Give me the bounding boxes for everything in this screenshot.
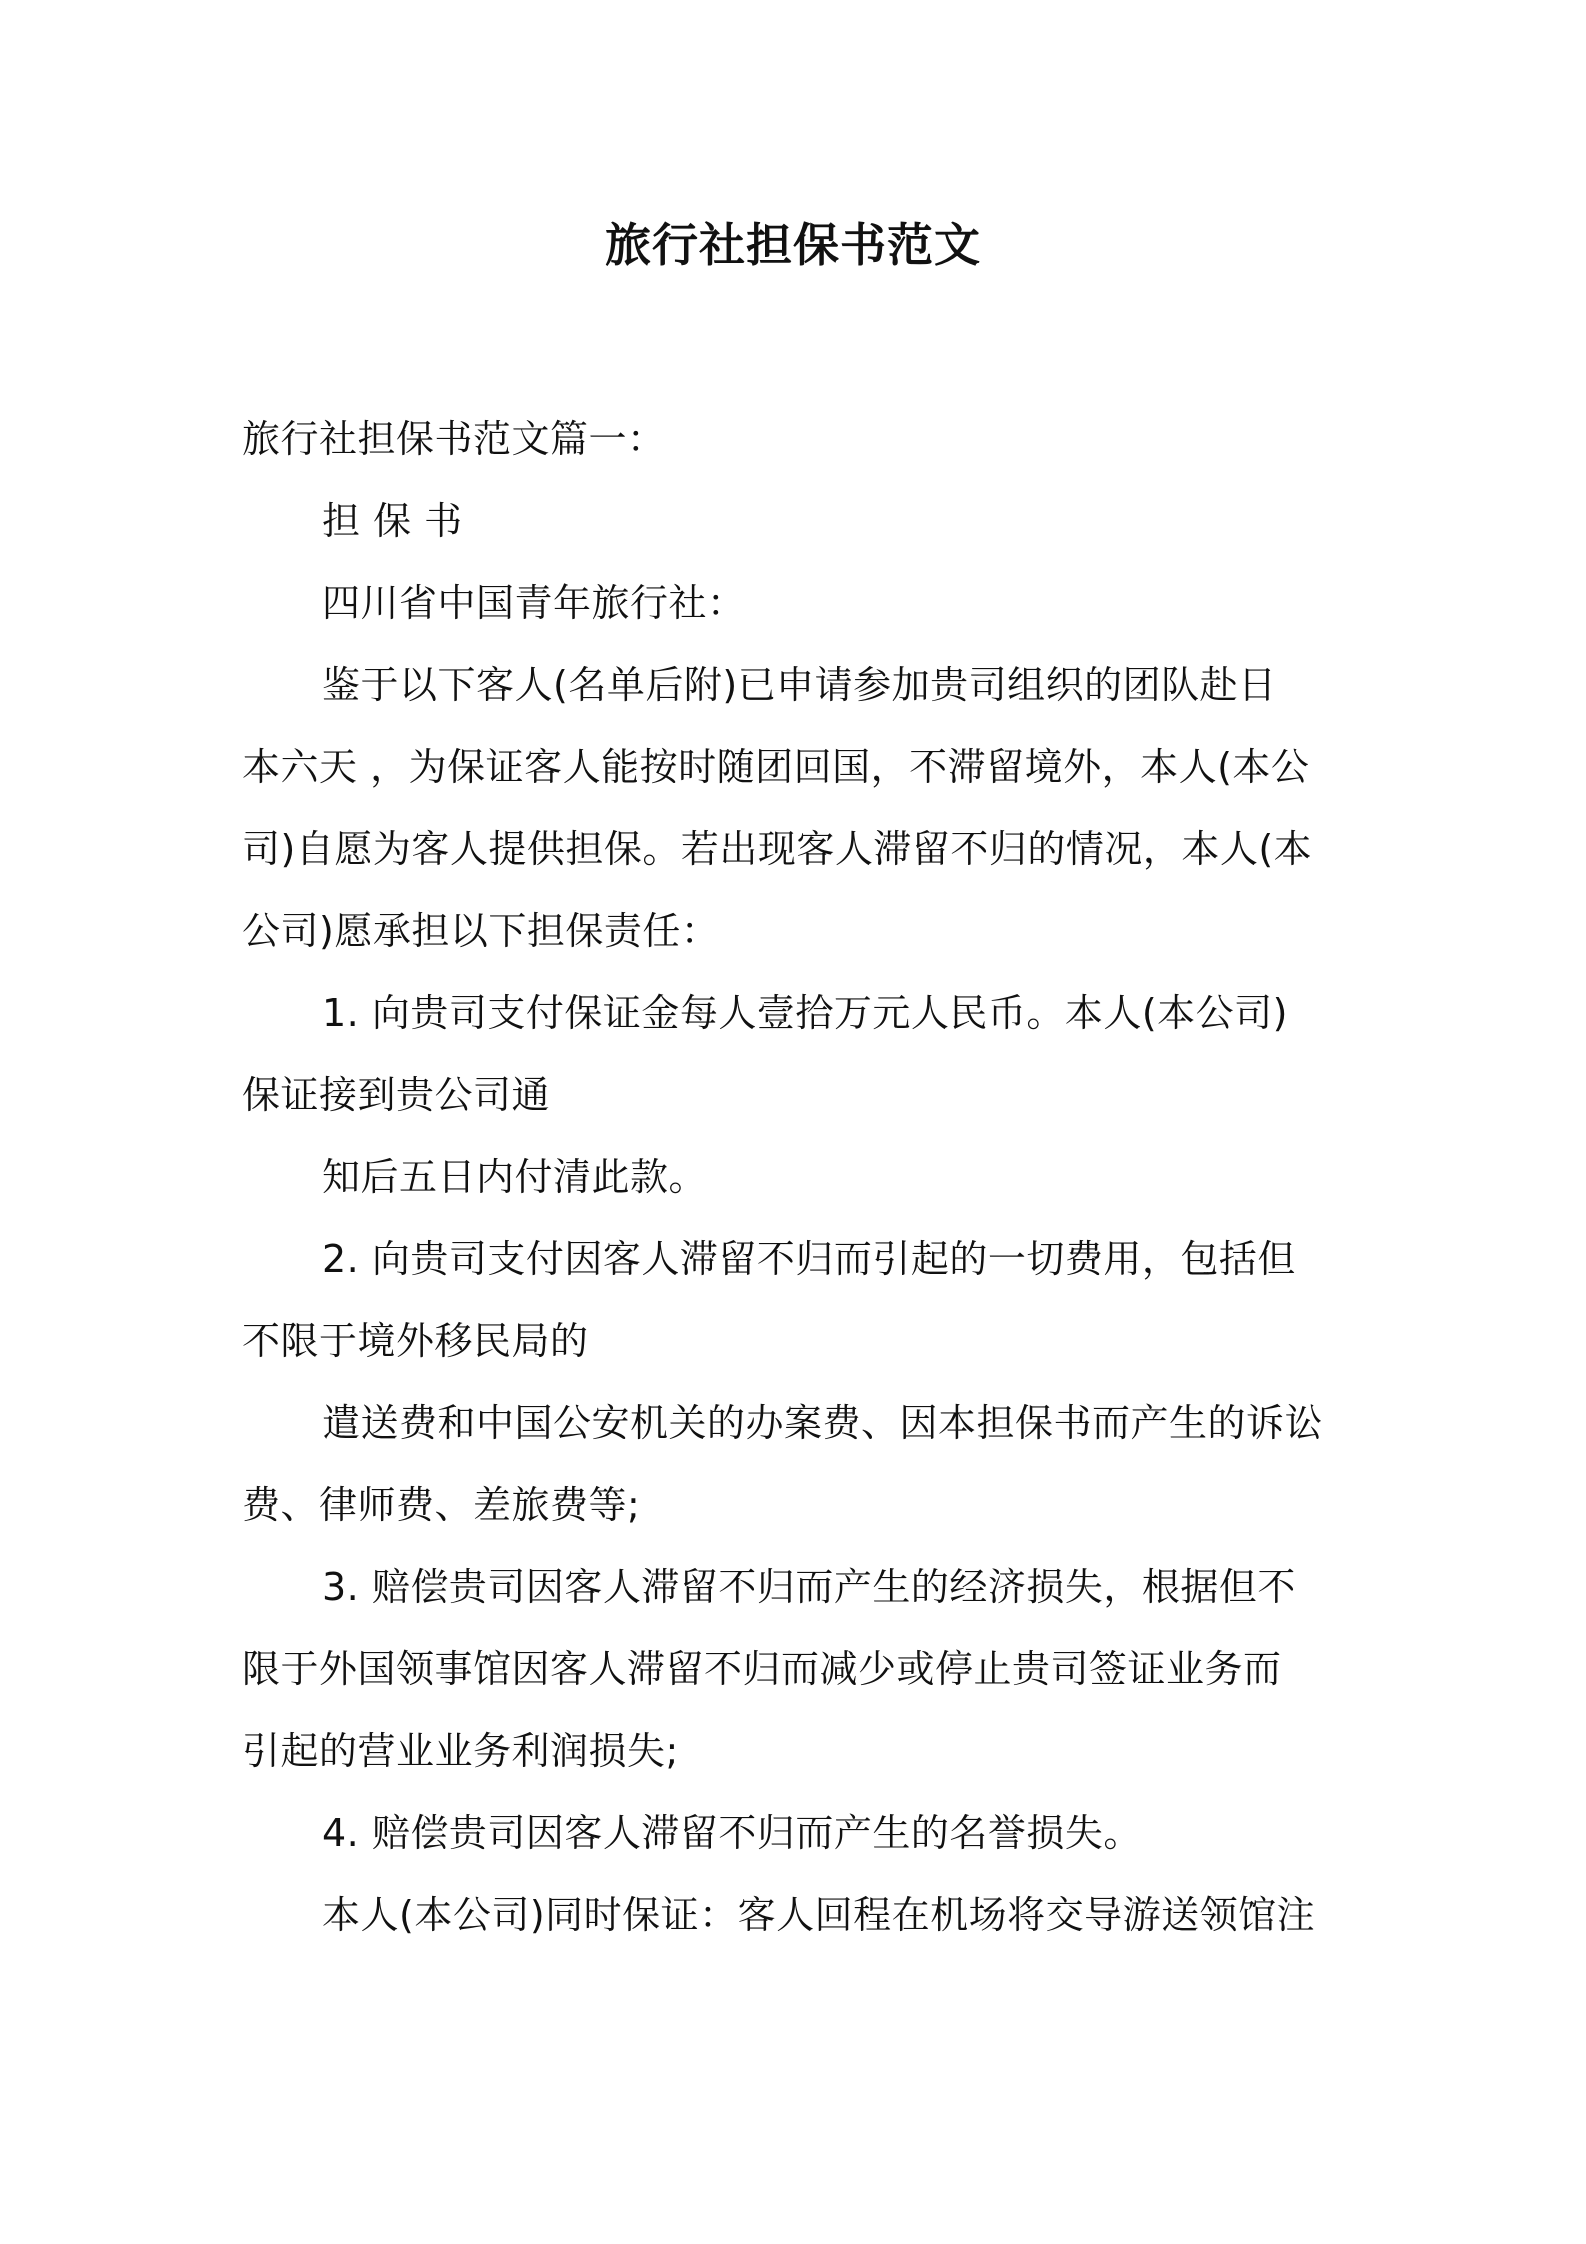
item-1-paragraph (242, 972, 1360, 1218)
paragraph-line: 费、律师费、差旅费等; (242, 1483, 641, 1527)
letter-title: 担 保 书 (322, 499, 463, 543)
paragraph-line: 知后五日内付清此款。 (322, 1155, 708, 1199)
item-2-paragraph (242, 1218, 1360, 1546)
intro-paragraph (242, 644, 1360, 972)
paragraph-line: 限于外国领事馆因客人滞留不归而减少或停止贵司签证业务而 (242, 1647, 1282, 1691)
document-body (242, 398, 1360, 1956)
paragraph-line: 保证接到贵公司通 (242, 1073, 551, 1117)
paragraph-line: 本人(本公司)同时保证：客人回程在机场将交导游送领馆注 (322, 1893, 1316, 1937)
closing-paragraph (242, 1874, 1360, 1956)
item-4-paragraph (242, 1792, 1360, 1874)
paragraph-line: 4. 赔偿贵司因客人滞留不归而产生的名誉损失。 (322, 1811, 1142, 1855)
item-3-paragraph (242, 1546, 1360, 1792)
section-heading: 旅行社担保书范文篇一： (242, 417, 666, 461)
paragraph-line: 司)自愿为客人提供担保。若出现客人滞留不归的情况，本人(本 (242, 827, 1313, 871)
document-title: 旅行社担保书范文 (605, 218, 981, 272)
paragraph-line: 2. 向贵司支付因客人滞留不归而引起的一切费用，包括但 (322, 1237, 1296, 1281)
paragraph-line: 遣送费和中国公安机关的办案费、因本担保书而产生的诉讼 (322, 1401, 1324, 1445)
paragraph-line: 3. 赔偿贵司因客人滞留不归而产生的经济损失，根据但不 (322, 1565, 1296, 1609)
paragraph-line: 1. 向贵司支付保证金每人壹拾万元人民币。本人(本公司) (322, 991, 1288, 1035)
paragraph-line: 不限于境外移民局的 (242, 1319, 589, 1363)
paragraph-line: 公司)愿承担以下担保责任： (242, 909, 720, 953)
paragraph-line: 引起的营业业务利润损失; (242, 1729, 679, 1773)
paragraph-line: 鉴于以下客人(名单后附)已申请参加贵司组织的团队赴日 (322, 663, 1277, 707)
paragraph-line: 本六天 ，为保证客人能按时随团回国，不滞留境外，本人(本公 (242, 745, 1310, 789)
addressee: 四川省中国青年旅行社： (322, 581, 746, 625)
